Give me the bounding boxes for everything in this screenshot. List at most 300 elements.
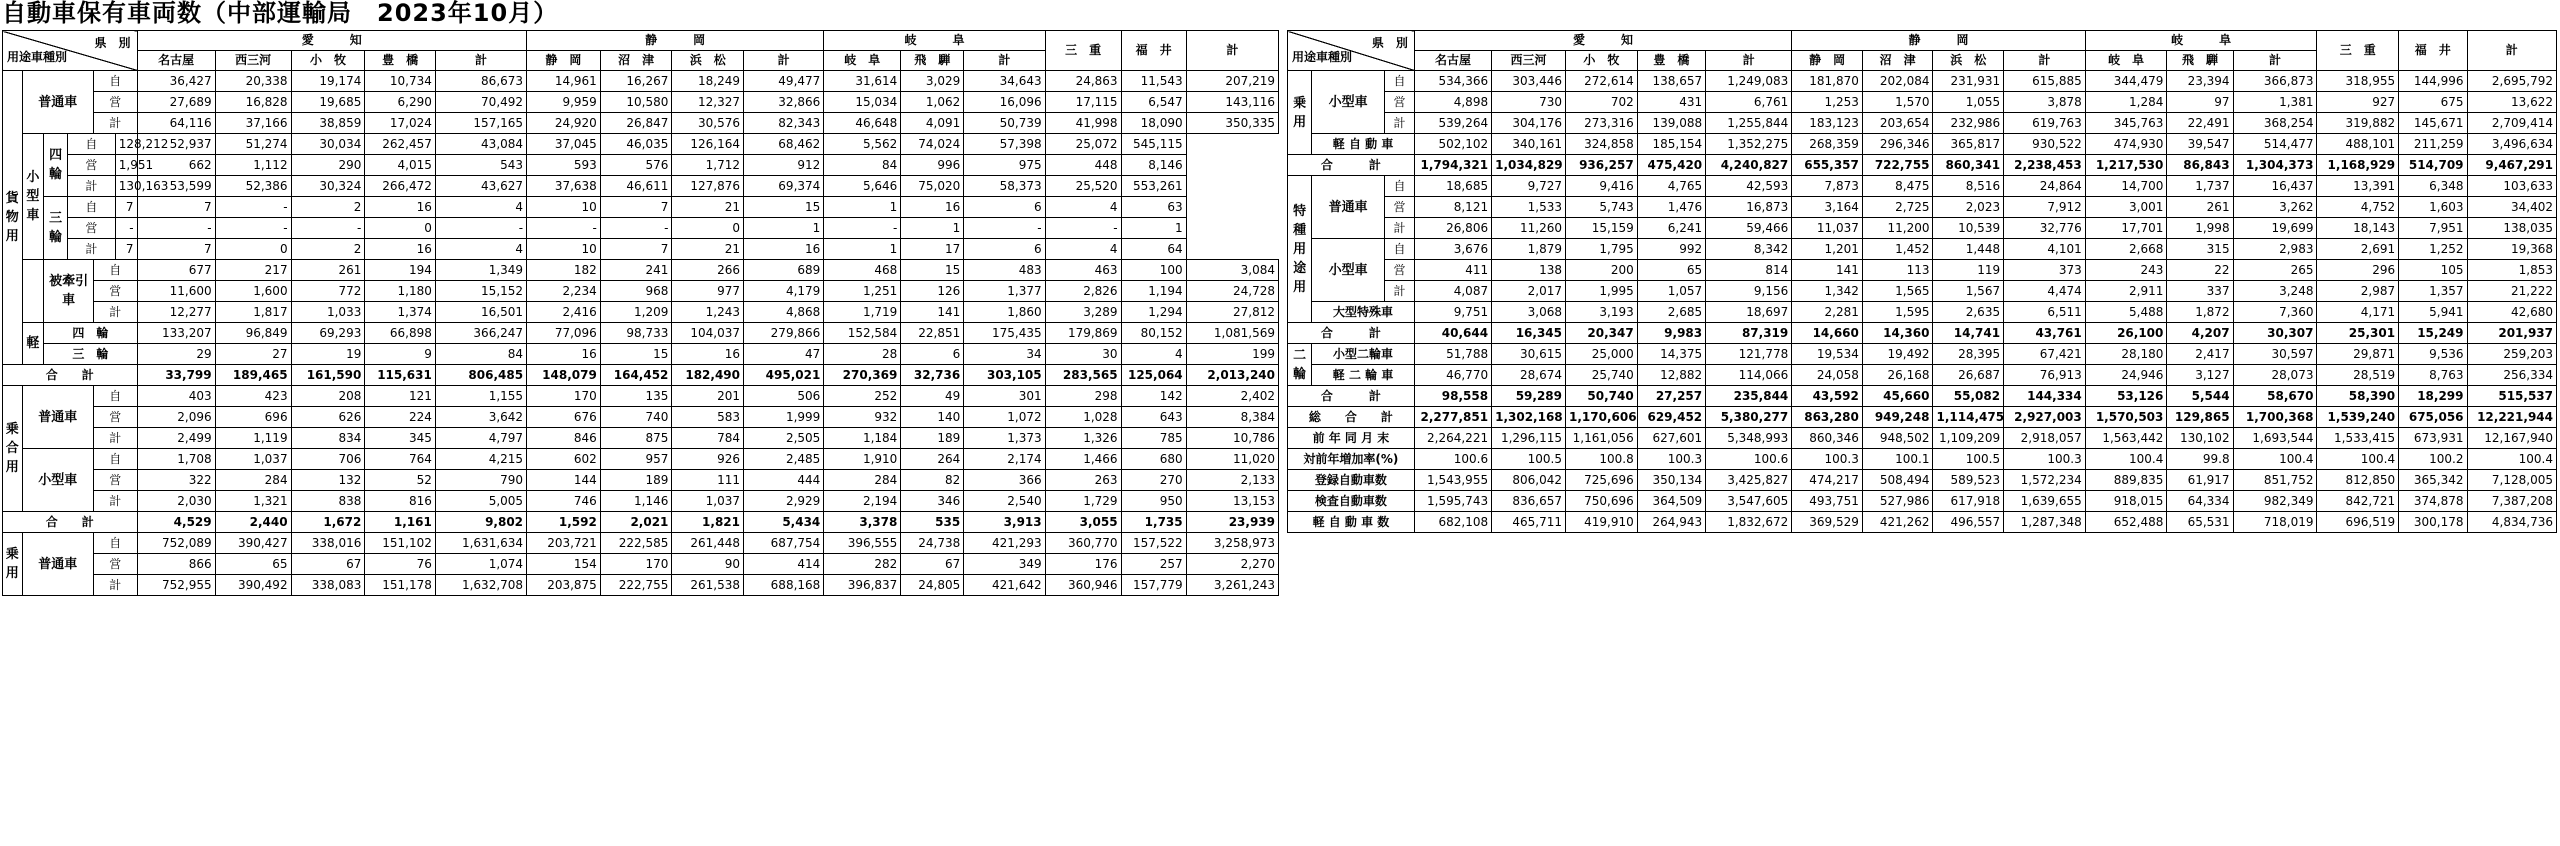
type-ei: 営 bbox=[68, 155, 116, 176]
value-cell: 18,685 bbox=[1414, 176, 1491, 197]
value-cell: 304,176 bbox=[1492, 113, 1566, 134]
value-cell: 866 bbox=[137, 554, 215, 575]
value-cell: 2,685 bbox=[1637, 302, 1705, 323]
value-cell: 21,222 bbox=[2467, 281, 2556, 302]
value-cell: 1,028 bbox=[1045, 407, 1121, 428]
value-cell: 4,240,827 bbox=[1706, 155, 1792, 176]
yonrin-label: 四輪 bbox=[44, 134, 68, 197]
value-cell: 1,302,168 bbox=[1492, 407, 1566, 428]
pref-shizuoka-header: 静 岡 bbox=[527, 31, 824, 51]
value-cell: 49 bbox=[901, 386, 964, 407]
value-cell: 475,420 bbox=[1637, 155, 1705, 176]
value-cell: 121,778 bbox=[1706, 344, 1792, 365]
tokushu-label: 特種用途用 bbox=[1288, 176, 1312, 323]
value-cell: 1,119 bbox=[215, 428, 291, 449]
value-cell: 2,918,057 bbox=[2004, 428, 2086, 449]
value-cell: 1,595,743 bbox=[1414, 491, 1491, 512]
value-cell: 261 bbox=[291, 260, 365, 281]
pref-gifu-header: 岐 阜 bbox=[824, 31, 1045, 51]
value-cell: 100.4 bbox=[2467, 449, 2556, 470]
nirin-label: 二輪 bbox=[1288, 344, 1312, 386]
value-cell: 24,946 bbox=[2085, 365, 2167, 386]
value-cell: 9,467,291 bbox=[2467, 155, 2556, 176]
value-cell: 129,865 bbox=[2167, 407, 2233, 428]
value-cell: 3,676 bbox=[1414, 239, 1491, 260]
value-cell: 19,699 bbox=[2233, 218, 2317, 239]
value-cell: 100.4 bbox=[2233, 449, 2317, 470]
value-cell: 1,255,844 bbox=[1706, 113, 1792, 134]
value-cell: 1,037 bbox=[672, 491, 744, 512]
value-cell: 583 bbox=[672, 407, 744, 428]
value-cell: 138,657 bbox=[1637, 71, 1705, 92]
value-cell: 2,416 bbox=[527, 302, 601, 323]
value-cell: 508,494 bbox=[1862, 470, 1933, 491]
value-cell: 1,055 bbox=[1933, 92, 2004, 113]
value-cell: 201 bbox=[672, 386, 744, 407]
value-cell: 31,614 bbox=[824, 71, 901, 92]
value-cell: 1,563,442 bbox=[2085, 428, 2167, 449]
col-header: 小 牧 bbox=[1566, 51, 1638, 71]
table-row bbox=[1288, 365, 2557, 386]
value-cell: 30,034 bbox=[291, 134, 365, 155]
value-cell: 282 bbox=[824, 554, 901, 575]
value-cell: 80,152 bbox=[1121, 323, 1186, 344]
value-cell: 2,440 bbox=[215, 512, 291, 533]
value-cell: 2,277,851 bbox=[1414, 407, 1491, 428]
value-cell: 7,912 bbox=[2004, 197, 2086, 218]
value-cell: 261,448 bbox=[672, 533, 744, 554]
value-cell: 318,955 bbox=[2317, 71, 2399, 92]
value-cell: 87,319 bbox=[1706, 323, 1792, 344]
value-cell: 6,348 bbox=[2399, 176, 2467, 197]
value-cell: 26,168 bbox=[1862, 365, 1933, 386]
value-cell: 24,738 bbox=[901, 533, 964, 554]
value-cell: 43,592 bbox=[1792, 386, 1863, 407]
value-cell: 1,349 bbox=[435, 260, 526, 281]
value-cell: 164,452 bbox=[600, 365, 672, 386]
value-cell: 303,105 bbox=[964, 365, 1045, 386]
value-cell: 86,673 bbox=[435, 71, 526, 92]
value-cell: 37,166 bbox=[215, 113, 291, 134]
pref-mie-header: 三 重 bbox=[1045, 31, 1121, 71]
type-kei: 計 bbox=[94, 575, 137, 596]
value-cell: 1,533 bbox=[1492, 197, 1566, 218]
value-cell: 26,100 bbox=[2085, 323, 2167, 344]
kei-nirin-label: 軽 二 輪 車 bbox=[1312, 365, 1415, 386]
value-cell: 977 bbox=[672, 281, 744, 302]
table-row bbox=[3, 176, 1279, 197]
value-cell: 5,434 bbox=[744, 512, 824, 533]
table-row bbox=[3, 71, 1279, 92]
value-cell: 12,882 bbox=[1637, 365, 1705, 386]
value-cell: 474,930 bbox=[2085, 134, 2167, 155]
value-cell: - bbox=[137, 218, 215, 239]
value-cell: 2,234 bbox=[527, 281, 601, 302]
value-cell: 364,509 bbox=[1637, 491, 1705, 512]
value-cell: 9,959 bbox=[527, 92, 601, 113]
value-cell: 4,797 bbox=[435, 428, 526, 449]
value-cell: 67 bbox=[291, 554, 365, 575]
value-cell: 687,754 bbox=[744, 533, 824, 554]
kogata-label: 小型車 bbox=[22, 134, 44, 260]
value-cell: - bbox=[435, 218, 526, 239]
value-cell: 170 bbox=[600, 554, 672, 575]
value-cell: 1,570 bbox=[1862, 92, 1933, 113]
value-cell: 1,284 bbox=[2085, 92, 2167, 113]
value-cell: 19,534 bbox=[1792, 344, 1863, 365]
type-ji: 自 bbox=[1385, 71, 1415, 92]
pref-aichi-header: 愛 知 bbox=[1414, 31, 1791, 51]
table-row bbox=[1288, 176, 2557, 197]
value-cell: 349 bbox=[964, 554, 1045, 575]
value-cell: 7,951 bbox=[2399, 218, 2467, 239]
value-cell: 1,910 bbox=[824, 449, 901, 470]
value-cell: 812,850 bbox=[2317, 470, 2399, 491]
value-cell: 28,674 bbox=[1492, 365, 1566, 386]
type-ji: 自 bbox=[68, 134, 116, 155]
value-cell: 366,873 bbox=[2233, 71, 2317, 92]
value-cell: 37,045 bbox=[527, 134, 601, 155]
value-cell: 1,543,955 bbox=[1414, 470, 1491, 491]
value-cell: 2,668 bbox=[2085, 239, 2167, 260]
type-kei: 計 bbox=[94, 302, 137, 323]
col-header: 名古屋 bbox=[137, 51, 215, 71]
value-cell: 465,711 bbox=[1492, 512, 1566, 533]
value-cell: 11,543 bbox=[1121, 71, 1186, 92]
value-cell: 14,660 bbox=[1792, 323, 1863, 344]
value-cell: 1,879 bbox=[1492, 239, 1566, 260]
hikensha-label: 被牽引車 bbox=[44, 260, 94, 323]
value-cell: 235,844 bbox=[1706, 386, 1792, 407]
value-cell: 30,597 bbox=[2233, 344, 2317, 365]
kei-yonrin-label: 四 輪 bbox=[44, 323, 137, 344]
value-cell: 403 bbox=[137, 386, 215, 407]
col-header: 計 bbox=[2233, 51, 2317, 71]
value-cell: 144 bbox=[527, 470, 601, 491]
value-cell: 1,252 bbox=[2399, 239, 2467, 260]
value-cell: 300,178 bbox=[2399, 512, 2467, 533]
value-cell: 927 bbox=[2317, 92, 2399, 113]
value-cell: 74,024 bbox=[901, 134, 964, 155]
value-cell: 270 bbox=[1121, 470, 1186, 491]
table-row bbox=[1288, 428, 2557, 449]
value-cell: 9,802 bbox=[435, 512, 526, 533]
value-cell: 15,152 bbox=[435, 281, 526, 302]
value-cell: 474,217 bbox=[1792, 470, 1863, 491]
value-cell: 1 bbox=[824, 239, 901, 260]
value-cell: 676 bbox=[527, 407, 601, 428]
value-cell: 1,373 bbox=[964, 428, 1045, 449]
value-cell: - bbox=[215, 197, 291, 218]
value-cell: 3,262 bbox=[2233, 197, 2317, 218]
value-cell: 4,765 bbox=[1637, 176, 1705, 197]
value-cell: 930,522 bbox=[2004, 134, 2086, 155]
value-cell: 863,280 bbox=[1792, 407, 1863, 428]
value-cell: 1,737 bbox=[2167, 176, 2233, 197]
value-cell: 1,476 bbox=[1637, 197, 1705, 218]
value-cell: 27,812 bbox=[1186, 302, 1278, 323]
value-cell: 176 bbox=[1045, 554, 1121, 575]
type-ei: 営 bbox=[94, 281, 137, 302]
type-ji: 自 bbox=[94, 533, 137, 554]
value-cell: 493,751 bbox=[1792, 491, 1863, 512]
value-cell: 1,999 bbox=[744, 407, 824, 428]
value-cell: 806,485 bbox=[435, 365, 526, 386]
col-header: 沼 津 bbox=[1862, 51, 1933, 71]
value-cell: 2,021 bbox=[600, 512, 672, 533]
value-cell: 9,416 bbox=[1566, 176, 1638, 197]
col-header: 小 牧 bbox=[291, 51, 365, 71]
value-cell: 527,986 bbox=[1862, 491, 1933, 512]
value-cell: 38,859 bbox=[291, 113, 365, 134]
value-cell: 5,380,277 bbox=[1706, 407, 1792, 428]
value-cell: 16 bbox=[672, 344, 744, 365]
col-header: 計 bbox=[2004, 51, 2086, 71]
value-cell: 51,274 bbox=[215, 134, 291, 155]
table-row bbox=[3, 134, 1279, 155]
value-cell: 1,146 bbox=[600, 491, 672, 512]
value-cell: 82,343 bbox=[744, 113, 824, 134]
value-cell: 45,660 bbox=[1862, 386, 1933, 407]
value-cell: 1,795 bbox=[1566, 239, 1638, 260]
value-cell: 24,864 bbox=[2004, 176, 2086, 197]
value-cell: 32,736 bbox=[901, 365, 964, 386]
value-cell: 982,349 bbox=[2233, 491, 2317, 512]
futsu-label: 普通車 bbox=[1312, 176, 1385, 239]
value-cell: 55,082 bbox=[1933, 386, 2004, 407]
value-cell: 1,304,373 bbox=[2233, 155, 2317, 176]
value-cell: 2,499 bbox=[137, 428, 215, 449]
futsu-label: 普通車 bbox=[22, 386, 94, 449]
value-cell: 10,580 bbox=[600, 92, 672, 113]
value-cell: 8,384 bbox=[1186, 407, 1278, 428]
value-cell: 222,755 bbox=[600, 575, 672, 596]
type-kei: 計 bbox=[1385, 281, 1415, 302]
kogata-label: 小型車 bbox=[22, 449, 94, 512]
table-row bbox=[3, 260, 1279, 281]
value-cell: 264,943 bbox=[1637, 512, 1705, 533]
value-cell: 100.3 bbox=[1792, 449, 1863, 470]
value-cell: 926 bbox=[672, 449, 744, 470]
value-cell: 18,090 bbox=[1121, 113, 1186, 134]
value-cell: 141 bbox=[1792, 260, 1863, 281]
value-cell: 1,817 bbox=[215, 302, 291, 323]
value-cell: 1 bbox=[1121, 218, 1186, 239]
table-row bbox=[1288, 239, 2557, 260]
value-cell: 24,805 bbox=[901, 575, 964, 596]
type-ei: 営 bbox=[1385, 92, 1415, 113]
value-cell: 10 bbox=[527, 239, 601, 260]
value-cell: 702 bbox=[1566, 92, 1638, 113]
value-cell: 3,029 bbox=[901, 71, 964, 92]
value-cell: 13,391 bbox=[2317, 176, 2399, 197]
type-kei: 計 bbox=[68, 176, 116, 197]
value-cell: 1,381 bbox=[2233, 92, 2317, 113]
value-cell: 617,918 bbox=[1933, 491, 2004, 512]
table-row bbox=[1288, 344, 2557, 365]
value-cell: - bbox=[964, 218, 1045, 239]
value-cell: 14,375 bbox=[1637, 344, 1705, 365]
value-cell: 345 bbox=[365, 428, 436, 449]
value-cell: 5,544 bbox=[2167, 386, 2233, 407]
value-cell: 7 bbox=[600, 197, 672, 218]
value-cell: 5,562 bbox=[824, 134, 901, 155]
value-cell: 13,153 bbox=[1186, 491, 1278, 512]
value-cell: 1,180 bbox=[365, 281, 436, 302]
value-cell: 30,576 bbox=[672, 113, 744, 134]
value-cell: 1 bbox=[901, 218, 964, 239]
type-ei: 営 bbox=[94, 554, 137, 575]
table-row bbox=[1288, 260, 2557, 281]
noriai-total-label: 合 計 bbox=[3, 512, 138, 533]
value-cell: 345,763 bbox=[2085, 113, 2167, 134]
value-cell: 21 bbox=[672, 239, 744, 260]
value-cell: 98,733 bbox=[600, 323, 672, 344]
value-cell: 145,671 bbox=[2399, 113, 2467, 134]
value-cell: 75,020 bbox=[901, 176, 964, 197]
jouyou-label: 乗用 bbox=[3, 533, 23, 596]
futsu-label: 普通車 bbox=[22, 71, 94, 134]
table-row bbox=[3, 197, 1279, 218]
value-cell: 534,366 bbox=[1414, 71, 1491, 92]
value-cell: 8,121 bbox=[1414, 197, 1491, 218]
value-cell: 57,398 bbox=[964, 134, 1045, 155]
value-cell: 11,260 bbox=[1492, 218, 1566, 239]
pref-aichi-header: 愛 知 bbox=[137, 31, 527, 51]
value-cell: 1,603 bbox=[2399, 197, 2467, 218]
value-cell: 2,983 bbox=[2233, 239, 2317, 260]
value-cell: 224 bbox=[365, 407, 436, 428]
value-cell: 130,163 bbox=[115, 176, 137, 197]
value-cell: 4,868 bbox=[744, 302, 824, 323]
value-cell: 266,472 bbox=[365, 176, 436, 197]
value-cell: 463 bbox=[1045, 260, 1121, 281]
value-cell: 1 bbox=[744, 218, 824, 239]
value-cell: 263 bbox=[1045, 470, 1121, 491]
value-cell: 360,946 bbox=[1045, 575, 1121, 596]
value-cell: 9,536 bbox=[2399, 344, 2467, 365]
tokushu-total-label: 合 計 bbox=[1288, 323, 1415, 344]
value-cell: 373 bbox=[2004, 260, 2086, 281]
table-row bbox=[3, 218, 1279, 239]
value-cell: 9,156 bbox=[1706, 281, 1792, 302]
value-cell: 3,068 bbox=[1492, 302, 1566, 323]
value-cell: 100.1 bbox=[1862, 449, 1933, 470]
value-cell: 151,102 bbox=[365, 533, 436, 554]
value-cell: 43,084 bbox=[435, 134, 526, 155]
value-cell: 1,700,368 bbox=[2233, 407, 2317, 428]
value-cell: 1,057 bbox=[1637, 281, 1705, 302]
value-cell: 1,708 bbox=[137, 449, 215, 470]
kensa-label: 検査自動車数 bbox=[1288, 491, 1415, 512]
value-cell: 1,081,569 bbox=[1186, 323, 1278, 344]
value-cell: 0 bbox=[215, 239, 291, 260]
value-cell: 1,249,083 bbox=[1706, 71, 1792, 92]
value-cell: 298 bbox=[1045, 386, 1121, 407]
value-cell: 53,126 bbox=[2085, 386, 2167, 407]
value-cell: 2,485 bbox=[744, 449, 824, 470]
value-cell: 3,547,605 bbox=[1706, 491, 1792, 512]
value-cell: 46,648 bbox=[824, 113, 901, 134]
value-cell: 46,035 bbox=[600, 134, 672, 155]
value-cell: 9,727 bbox=[1492, 176, 1566, 197]
value-cell: 4,207 bbox=[2167, 323, 2233, 344]
value-cell: 46,611 bbox=[600, 176, 672, 197]
table-row bbox=[1288, 470, 2557, 491]
value-cell: 104,037 bbox=[672, 323, 744, 344]
table-row bbox=[3, 323, 1279, 344]
value-cell: 2,927,003 bbox=[2004, 407, 2086, 428]
value-cell: 1,539,240 bbox=[2317, 407, 2399, 428]
col-header: 西三河 bbox=[1492, 51, 1566, 71]
value-cell: 100.4 bbox=[2317, 449, 2399, 470]
value-cell: 4,179 bbox=[744, 281, 824, 302]
value-cell: 1,600 bbox=[215, 281, 291, 302]
value-cell: 64,116 bbox=[137, 113, 215, 134]
value-cell: 1,321 bbox=[215, 491, 291, 512]
value-cell: 2,264,221 bbox=[1414, 428, 1491, 449]
value-cell: 1,062 bbox=[901, 92, 964, 113]
value-cell: 740 bbox=[600, 407, 672, 428]
value-cell: 369,529 bbox=[1792, 512, 1863, 533]
value-cell: 675,056 bbox=[2399, 407, 2467, 428]
value-cell: 69,293 bbox=[291, 323, 365, 344]
value-cell: 1,194 bbox=[1121, 281, 1186, 302]
value-cell: 98,558 bbox=[1414, 386, 1491, 407]
value-cell: 84 bbox=[824, 155, 901, 176]
value-cell: 932 bbox=[824, 407, 901, 428]
value-cell: 576 bbox=[600, 155, 672, 176]
table-row bbox=[1288, 407, 2557, 428]
value-cell: 1,352,275 bbox=[1706, 134, 1792, 155]
value-cell: 22,491 bbox=[2167, 113, 2233, 134]
value-cell: 752,955 bbox=[137, 575, 215, 596]
value-cell: 5,941 bbox=[2399, 302, 2467, 323]
value-cell: 30,324 bbox=[291, 176, 365, 197]
value-cell: 84 bbox=[435, 344, 526, 365]
table-row bbox=[1288, 71, 2557, 92]
value-cell: 324,858 bbox=[1566, 134, 1638, 155]
value-cell: 128,212 bbox=[115, 134, 137, 155]
value-cell: 58,373 bbox=[964, 176, 1045, 197]
value-cell: 105 bbox=[2399, 260, 2467, 281]
value-cell: 6,547 bbox=[1121, 92, 1186, 113]
value-cell: 1,243 bbox=[672, 302, 744, 323]
table-row bbox=[3, 302, 1279, 323]
value-cell: 3,001 bbox=[2085, 197, 2167, 218]
value-cell: 14,961 bbox=[527, 71, 601, 92]
value-cell: 784 bbox=[672, 428, 744, 449]
value-cell: 65,531 bbox=[2167, 512, 2233, 533]
value-cell: 626 bbox=[291, 407, 365, 428]
value-cell: 11,037 bbox=[1792, 218, 1863, 239]
value-cell: 3,127 bbox=[2167, 365, 2233, 386]
value-cell: 2,725 bbox=[1862, 197, 1933, 218]
value-cell: 12,167,940 bbox=[2467, 428, 2556, 449]
value-cell: 138,035 bbox=[2467, 218, 2556, 239]
value-cell: 19 bbox=[291, 344, 365, 365]
value-cell: 851,752 bbox=[2233, 470, 2317, 491]
col-header: 沼 津 bbox=[600, 51, 672, 71]
value-cell: 208 bbox=[291, 386, 365, 407]
value-cell: 992 bbox=[1637, 239, 1705, 260]
value-cell: 506 bbox=[744, 386, 824, 407]
value-cell: 8,763 bbox=[2399, 365, 2467, 386]
value-cell: 100.5 bbox=[1933, 449, 2004, 470]
value-cell: 421,293 bbox=[964, 533, 1045, 554]
value-cell: - bbox=[115, 218, 137, 239]
table-row bbox=[3, 470, 1279, 491]
